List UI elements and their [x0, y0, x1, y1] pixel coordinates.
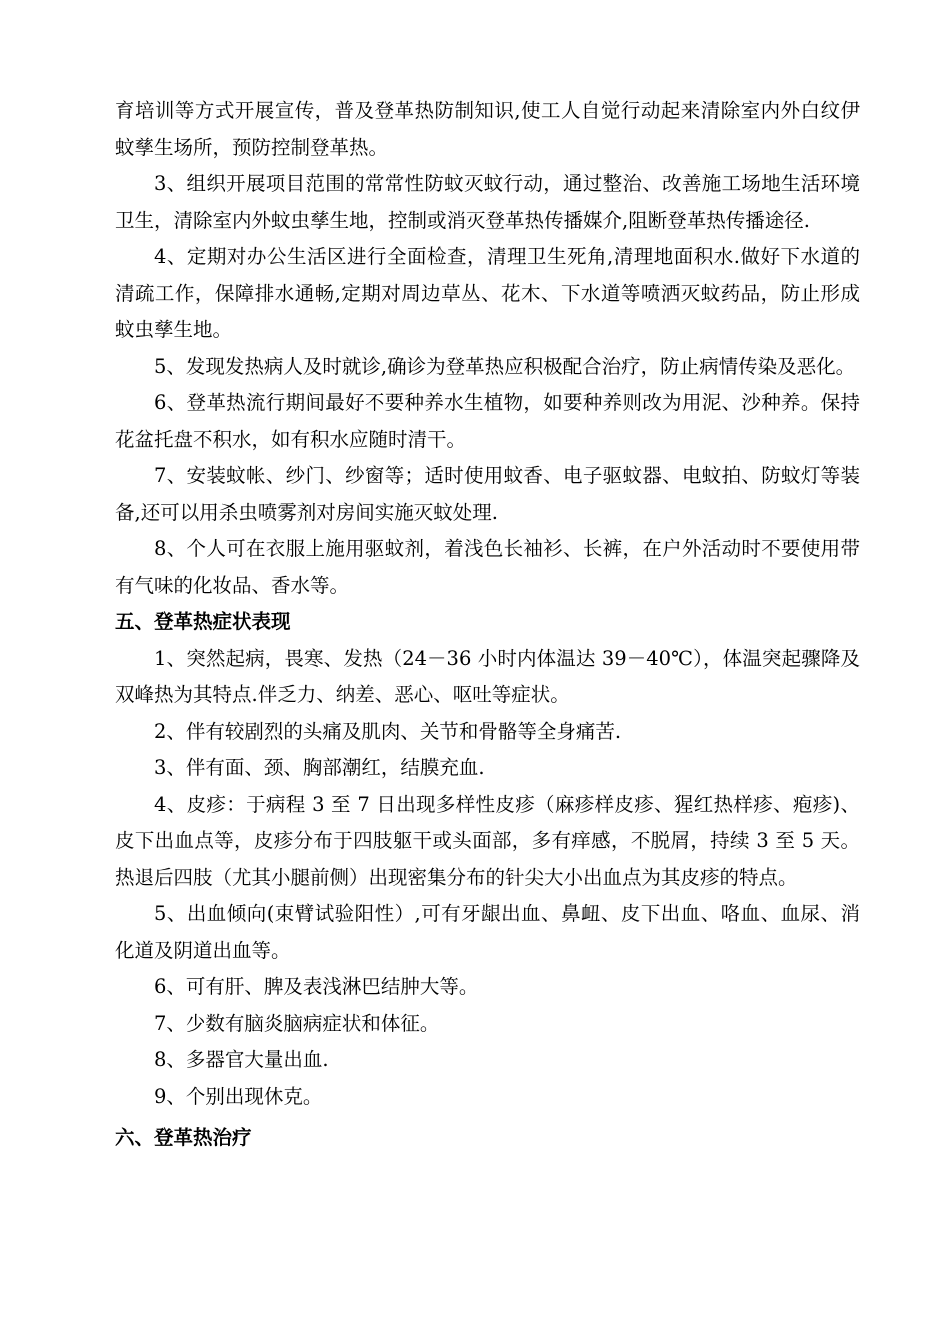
- paragraph-item-7: 7、安装蚊帐、纱门、纱窗等；适时使用蚊香、电子驱蚊器、电蚊拍、防蚊灯等装备,还可以用杀虫喷雾剂对房间实施灭蚊处理.: [115, 464, 860, 524]
- symptom-item-2: 2、伴有较剧烈的头痛及肌肉、关节和骨骼等全身痛苦.: [154, 719, 622, 743]
- section-heading-symptoms: 五、登革热症状表现: [115, 610, 291, 633]
- section-heading-treatment: 六、登革热治疗: [115, 1126, 252, 1149]
- symptom-item-1: 1、突然起病，畏寒、发热（24－36 小时内体温达 39－40℃），体温突起骤降及双峰热为其特点.伴乏力、纳差、恶心、呕吐等症状。: [115, 646, 860, 706]
- paragraph-item-8: 8、个人可在衣服上施用驱蚊剂，着浅色长袖衫、长裤，在户外活动时不要使用带有气味的化妆品、香水等。: [115, 537, 860, 597]
- symptom-item-5: 5、出血倾向(束臂试验阳性）,可有牙龈出血、鼻衄、皮下出血、咯血、血尿、消化道及阴道出血等。: [115, 902, 860, 962]
- symptom-item-7: 7、少数有脑炎脑病症状和体征。: [154, 1011, 440, 1035]
- symptom-item-3: 3、伴有面、颈、胸部潮红，结膜充血.: [154, 756, 485, 779]
- symptom-item-9: 9、个别出现休克。: [154, 1084, 323, 1108]
- symptom-item-4: 4、皮疹：于病程 3 至 7 日出现多样性皮疹（麻疹样皮疹、猩红热样疹、疱疹)、皮下出血点等，皮疹分布于四肢躯干或头面部，多有痒感，不脱屑，持续 3 至 5 天。热退后四肢（尤其小腿前侧）出现密集分布的针尖大小出血点为其皮疹的特点。: [115, 792, 860, 889]
- paragraph-item-4: 4、定期对办公生活区进行全面检查，清理卫生死角,清理地面积水.做好下水道的清疏工作，保障排水通畅,定期对周边草丛、花木、下水道等喷洒灭蚊药品，防止形成蚊虫孳生地。: [115, 245, 860, 341]
- paragraph-promotion-cont: 育培训等方式开展宣传，普及登革热防制知识,使工人自觉行动起来清除室内外白纹伊蚊孳生场所，预防控制登革热。: [115, 99, 860, 159]
- paragraph-item-6: 6、登革热流行期间最好不要种养水生植物，如要种养则改为用泥、沙种养。保持花盆托盘不积水，如有积水应随时清干。: [115, 391, 860, 451]
- document-page: [115, 93, 860, 1157]
- symptom-item-8: 8、多器官大量出血.: [154, 1048, 329, 1071]
- paragraph-item-3: 3、组织开展项目范围的常常性防蚊灭蚊行动，通过整治、改善施工场地生活环境卫生，清除室内外蚊虫孳生地，控制或消灭登革热传播媒介,阻断登革热传播途径.: [115, 172, 860, 232]
- paragraph-item-5: 5、发现发热病人及时就诊,确诊为登革热应积极配合治疗，防止病情传染及恶化。: [154, 354, 856, 378]
- symptom-item-6: 6、可有肝、脾及表浅淋巴结肿大等。: [154, 975, 479, 998]
